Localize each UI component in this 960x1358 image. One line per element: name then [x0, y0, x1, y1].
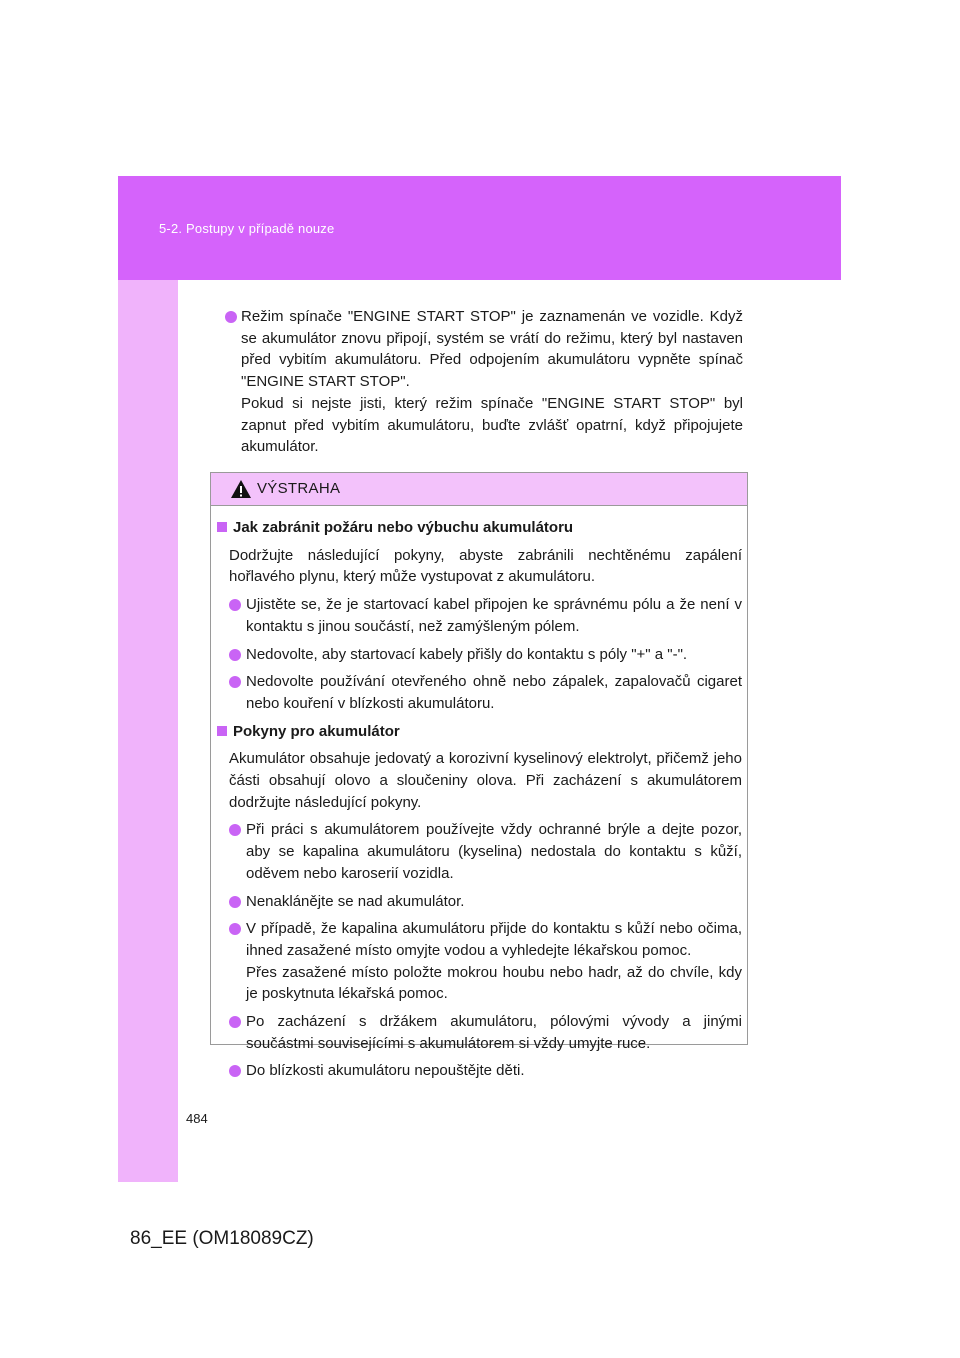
warning-section-heading: Jak zabránit požáru nebo výbuchu akumulátoru	[217, 517, 742, 539]
bullet-icon	[229, 649, 241, 661]
page-number: 484	[186, 1111, 208, 1126]
bullet-icon	[229, 1065, 241, 1077]
square-bullet-icon	[217, 726, 227, 736]
intro-line: Režim spínače "ENGINE START STOP" je zaznamenán ve vozidle. Když se akumulátor znovu připojí, systém se vrátí do režimu, který byl nastaven před vybitím akumulátoru. Před odpojením akumulátoru vypněte spínač "ENGINE START STOP".	[241, 308, 743, 391]
warning-triangle-icon	[230, 479, 252, 499]
warning-bullet: Po zacházení s držákem akumulátoru, pólovými vývody a jinými součástmi souvisejícími s akumulátorem si vždy umyjte ruce.	[217, 1011, 742, 1054]
bullet-icon	[229, 824, 241, 836]
warning-title: VÝSTRAHA	[257, 480, 341, 497]
warning-bullet: Nedovolte používání otevřeného ohně nebo zápalek, zapalovačů cigaret nebo kouření v blízkosti akumulátoru.	[217, 671, 742, 714]
bullet-icon	[229, 896, 241, 908]
warning-bullet: Do blízkosti akumulátoru nepouštějte děti.	[217, 1060, 742, 1082]
bullet-icon	[229, 599, 241, 611]
side-band	[118, 176, 178, 1182]
warning-bullet: V případě, že kapalina akumulátoru přijde do kontaktu s kůží nebo očima, ihned zasažené místo omyjte vodou a vyhledejte lékařskou pomoc. Přes zasažené místo položte mokrou houbu nebo hadr, až do chvíle, kdy je poskytnuta lékařská pomoc.	[217, 918, 742, 1005]
warning-bullet: Při práci s akumulátorem používejte vždy ochranné brýle a dejte pozor, aby se kapalina akumulátoru (kyselina) nedostala do kontaktu s kůží, oděvem nebo karoserií vozidla.	[217, 819, 742, 884]
bullet-icon	[225, 311, 237, 323]
intro-line: Pokud si nejste jisti, který režim spínače "ENGINE START STOP" byl zapnut před vybitím akumulátoru, buďte zvlášť opatrní, když připojujete akumulátor.	[241, 394, 743, 456]
square-bullet-icon	[217, 522, 227, 532]
warning-section-text: Akumulátor obsahuje jedovatý a korozivní kyselinový elektrolyt, přičemž jeho části obsahují olovo a sloučeniny olova. Při zacházení s akumulátorem dodržujte následující pokyny.	[229, 750, 742, 811]
intro-bullet	[225, 306, 743, 458]
bullet-icon	[229, 1016, 241, 1028]
warning-header	[211, 473, 747, 506]
warning-body	[211, 506, 747, 1082]
bullet-icon	[229, 676, 241, 688]
warning-section-heading: Pokyny pro akumulátor	[217, 721, 742, 743]
section-title: 5-2. Postupy v případě nouze	[159, 221, 335, 236]
warning-bullet: Ujistěte se, že je startovací kabel připojen ke správnému pólu a že není v kontaktu s jinou součástí, než zamýšleným pólem.	[217, 594, 742, 637]
bullet-icon	[229, 923, 241, 935]
intro-note	[225, 306, 743, 458]
document-code: 86_EE (OM18089CZ)	[130, 1228, 314, 1249]
warning-section-text: Dodržujte následující pokyny, abyste zabránili nechtěnému zapálení hořlavého plynu, který může vystupovat z akumulátoru.	[229, 546, 742, 586]
warning-box	[210, 472, 748, 1080]
warning-bullet: Nenaklánějte se nad akumulátor.	[217, 891, 742, 913]
warning-bullet: Nedovolte, aby startovací kabely přišly do kontaktu s póly "+" a "-".	[217, 644, 742, 666]
